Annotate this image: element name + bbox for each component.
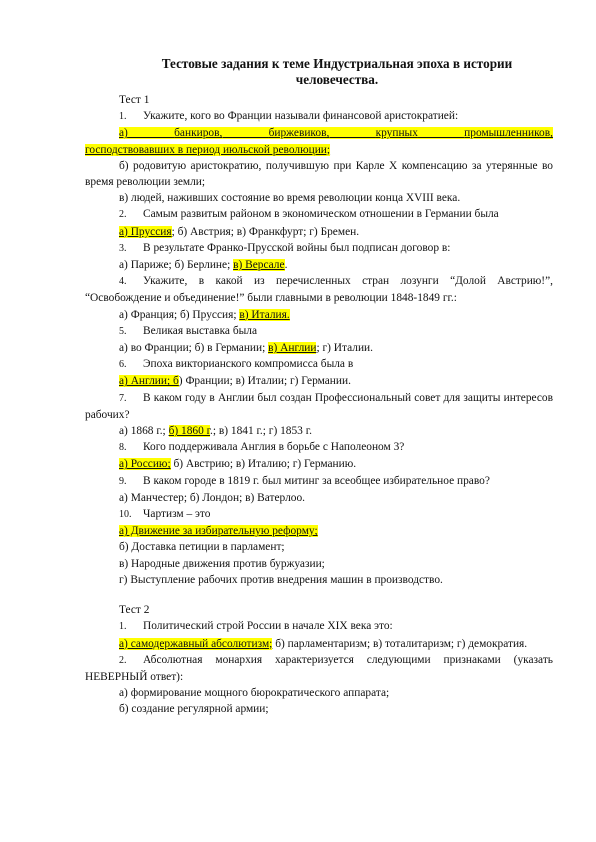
t2-answer-2a: а) формирование мощного бюрократического аппарата; (119, 687, 390, 700)
t2-question-1: 1. Политический строй России в начале XIX века это: (119, 620, 393, 633)
t2-answers-1: а) самодержавный абсолютизм; б) парламентаризм; в) тоталитаризм; г) демократия. (119, 637, 528, 650)
answer-10d: г) Выступление рабочих против внедрения машин в производство. (119, 573, 443, 586)
question-3: 3. В результате Франко-Прусской войны был подписан договор в: (119, 241, 451, 254)
answer-1b: б) родовитую аристократию, получившую при Карле X компенсацию за утерянные во время революции земли; (85, 159, 553, 189)
answer-10a: а) Движение за избирательную реформу; (119, 525, 318, 538)
answers-2: а) Пруссия; б) Австрия; в) Франкфурт; г) Бремен. (119, 225, 360, 238)
document-page (85, 56, 553, 718)
answer-1a-line1: а) банкиров, биржевиков, крупных промышленников, (119, 127, 553, 140)
document-title: Тестовые задания к теме Индустриальная эпоха в истории человечества. (161, 56, 513, 87)
question-4: 4. Укажите, в какой из перечисленных стран лозунги “Долой Австрию!”, “Освобождение и объединение!” были главными в революции 1848-1849 гг.: (85, 275, 553, 305)
question-7: 7. В каком году в Англии был создан Профессиональный совет для защиты интересов рабочих? (85, 391, 553, 421)
question-9: 9. В каком городе в 1819 г. был митинг за всеобщее избирательное право? (119, 474, 490, 487)
answers-7: а) 1868 г.; б) 1860 г.; в) 1841 г.; г) 1853 г. (119, 425, 312, 438)
question-6: 6. Эпоха викторианского компромисса была в (119, 358, 354, 371)
question-5: 5. Великая выставка была (119, 324, 258, 337)
answers-9: а) Манчестер; б) Лондон; в) Ватерлоо. (119, 491, 305, 504)
t2-answer-2b: б) создание регулярной армии; (119, 703, 269, 716)
test2-heading: Тест 2 (119, 604, 150, 617)
answer-10c: в) Народные движения против буржуазии; (119, 557, 325, 570)
answer-10b: б) Доставка петиции в парламент; (119, 541, 285, 554)
answers-3: а) Париже; б) Берлине; в) Версале. (119, 259, 288, 272)
question-1: 1. Укажите, кого во Франции называли финансовой аристократией: (119, 110, 459, 123)
test1-heading: Тест 1 (119, 94, 150, 106)
answer-1c: в) людей, наживших состояние во время революции конца XVIII века. (119, 192, 461, 205)
answers-6: а) Англии; б) Франции; в) Италии; г) Германии. (119, 375, 351, 388)
t2-question-2: 2. Абсолютная монархия характеризуется следующими признаками (указать НЕВЕРНЫЙ ответ): (85, 653, 553, 683)
question-2: 2. Самым развитым районом в экономическом отношении в Германии была (119, 208, 499, 221)
answers-5: а) во Франции; б) в Германии; в) Англии; г) Италии. (119, 342, 374, 355)
answers-4: а) Франция; б) Пруссия; в) Италия. (119, 308, 290, 321)
question-10: 10. Чартизм – это (119, 508, 211, 521)
answer-1a-line2: господствовавших в период июльской революции; (85, 143, 331, 156)
question-8: 8. Кого поддерживала Англия в борьбе с Наполеоном 3? (119, 441, 405, 454)
answers-8: а) Россию; б) Австрию; в) Италию; г) Германию. (119, 458, 357, 471)
